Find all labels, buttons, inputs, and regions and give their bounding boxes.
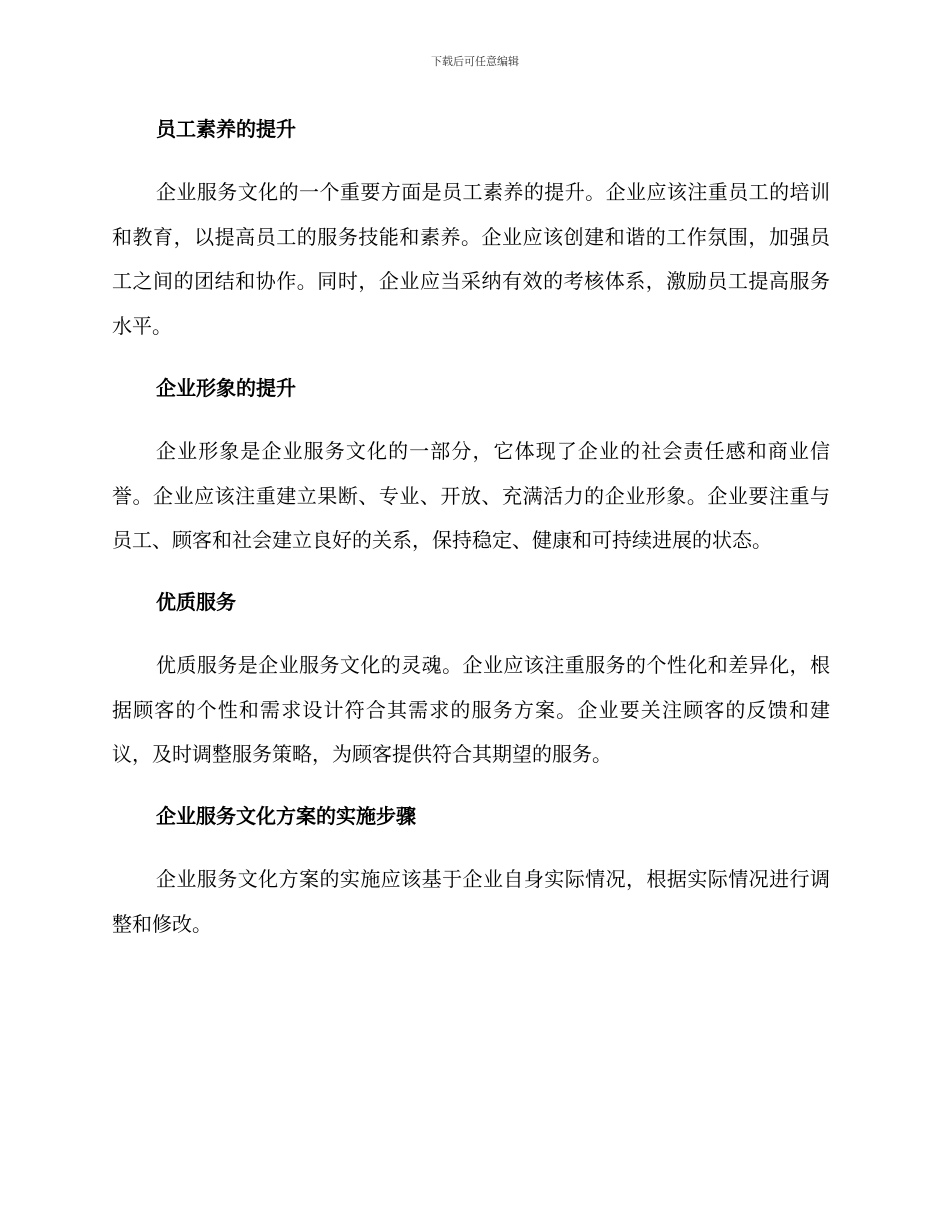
section-staff-quality: [112, 114, 830, 349]
section-paragraph: 企业服务文化的一个重要方面是员工素养的提升。企业应该注重员工的培训和教育，以提高员工的服务技能和素养。企业应该创建和谐的工作氛围，加强员工之间的团结和协作。同时，企业应当采纳有效的考核体系，激励员工提高服务水平。: [112, 180, 830, 339]
section-paragraph: 优质服务是企业服务文化的灵魂。企业应该注重服务的个性化和差异化，根据顾客的个性和需求设计符合其需求的服务方案。企业要关注顾客的反馈和建议，及时调整服务策略，为顾客提供符合其期望的服务。: [112, 652, 830, 767]
page-header: 下载后可任意编辑: [431, 55, 519, 68]
section-paragraph: 企业服务文化方案的实施应该基于企业自身实际情况，根据实际情况进行调整和修改。: [112, 867, 830, 936]
section-quality-service: [112, 587, 830, 777]
section-heading: 企业形象的提升: [156, 375, 296, 400]
section-implementation-steps: [112, 801, 830, 946]
document-body: [112, 114, 830, 946]
section-heading: 优质服务: [156, 589, 236, 614]
section-heading: 员工素养的提升: [156, 117, 296, 141]
section-corporate-image: [112, 373, 830, 563]
section-paragraph: 企业形象是企业服务文化的一部分，它体现了企业的社会责任感和商业信誉。企业应该注重建立果断、专业、开放、充满活力的企业形象。企业要注重与员工、顾客和社会建立良好的关系，保持稳定、健康和可持续进展的状态。: [112, 438, 830, 553]
section-heading: 企业服务文化方案的实施步骤: [156, 804, 416, 829]
